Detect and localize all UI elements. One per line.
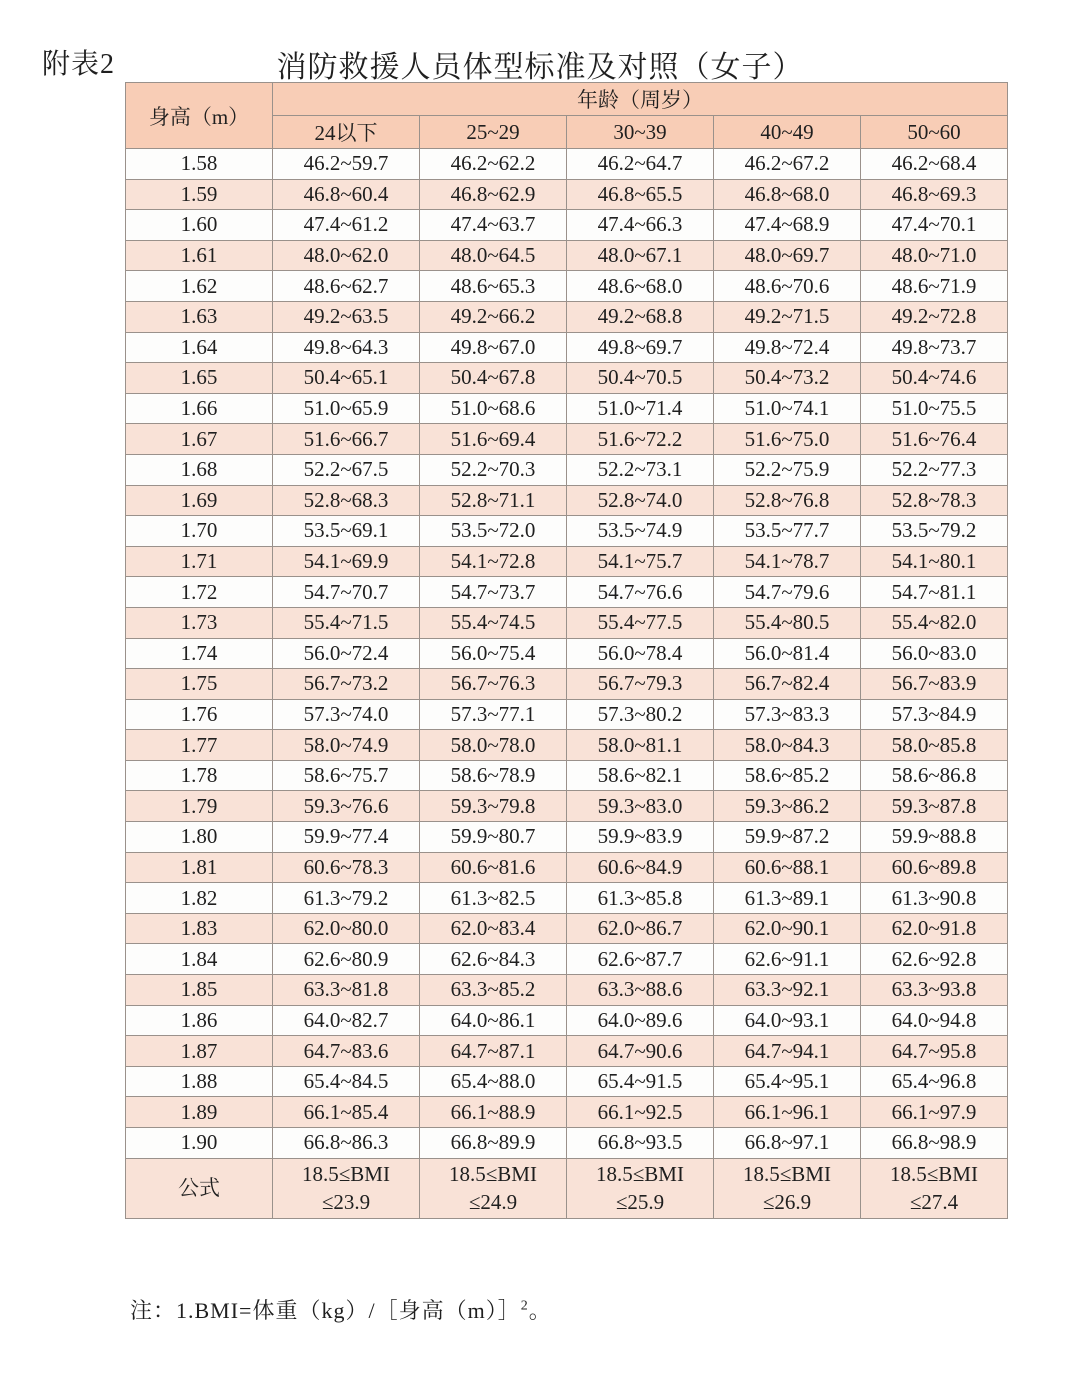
weight-range-cell: 55.4~77.5 — [567, 607, 714, 638]
weight-range-cell: 60.6~88.1 — [714, 852, 861, 883]
weight-range-cell: 59.9~77.4 — [273, 822, 420, 853]
weight-range-cell: 48.6~65.3 — [420, 271, 567, 302]
table-row — [126, 240, 1008, 271]
table-row — [126, 546, 1008, 577]
table-row — [126, 210, 1008, 241]
weight-range-cell: 53.5~69.1 — [273, 516, 420, 547]
height-cell: 1.58 — [126, 149, 273, 180]
weight-range-cell: 60.6~81.6 — [420, 852, 567, 883]
height-cell: 1.80 — [126, 822, 273, 853]
weight-range-cell: 47.4~68.9 — [714, 210, 861, 241]
height-cell: 1.87 — [126, 1036, 273, 1067]
footnote-superscript: 2 — [520, 1298, 529, 1314]
weight-range-cell: 59.3~79.8 — [420, 791, 567, 822]
weight-range-cell: 49.8~73.7 — [861, 332, 1008, 363]
table-row — [126, 332, 1008, 363]
table-row — [126, 822, 1008, 853]
height-cell: 1.64 — [126, 332, 273, 363]
weight-range-cell: 50.4~65.1 — [273, 363, 420, 394]
table-row — [126, 699, 1008, 730]
weight-range-cell: 61.3~85.8 — [567, 883, 714, 914]
weight-range-cell: 46.2~68.4 — [861, 149, 1008, 180]
height-cell: 1.66 — [126, 393, 273, 424]
weight-range-cell: 53.5~79.2 — [861, 516, 1008, 547]
weight-range-cell: 58.0~74.9 — [273, 730, 420, 761]
weight-range-cell: 58.6~85.2 — [714, 760, 861, 791]
bmi-formula-line: ≤25.9 — [615, 1190, 665, 1215]
weight-range-cell: 50.4~70.5 — [567, 363, 714, 394]
weight-range-cell: 58.0~78.0 — [420, 730, 567, 761]
document-header — [0, 0, 1080, 84]
footnote-text: 注：1.BMI=体重（kg）/［身高（m）］ — [130, 1298, 521, 1323]
header-row-age — [126, 83, 1008, 116]
weight-range-cell: 49.8~69.7 — [567, 332, 714, 363]
weight-range-cell: 63.3~85.2 — [420, 975, 567, 1006]
weight-range-cell: 66.1~92.5 — [567, 1097, 714, 1128]
age-group-header: 50~60 — [861, 116, 1008, 149]
weight-range-cell: 64.0~94.8 — [861, 1005, 1008, 1036]
table-row — [126, 149, 1008, 180]
weight-range-cell: 62.0~80.0 — [273, 913, 420, 944]
weight-range-cell: 49.2~66.2 — [420, 301, 567, 332]
weight-range-cell: 52.8~71.1 — [420, 485, 567, 516]
bmi-formula-line: 18.5≤BMI — [302, 1162, 390, 1187]
height-cell: 1.71 — [126, 546, 273, 577]
weight-range-cell: 55.4~82.0 — [861, 607, 1008, 638]
bmi-formula-cell — [273, 1158, 420, 1218]
bmi-formula-cell — [714, 1158, 861, 1218]
weight-range-cell: 64.0~82.7 — [273, 1005, 420, 1036]
page-title: 消防救援人员体型标准及对照（女子） — [276, 51, 804, 84]
weight-range-cell: 54.7~81.1 — [861, 577, 1008, 608]
weight-range-cell: 57.3~77.1 — [420, 699, 567, 730]
weight-range-cell: 49.8~72.4 — [714, 332, 861, 363]
formula-label-cell: 公式 — [126, 1158, 273, 1218]
weight-range-cell: 56.0~75.4 — [420, 638, 567, 669]
weight-range-cell: 52.2~67.5 — [273, 454, 420, 485]
table-row — [126, 301, 1008, 332]
weight-range-cell: 49.2~68.8 — [567, 301, 714, 332]
weight-range-cell: 49.8~64.3 — [273, 332, 420, 363]
weight-range-cell: 61.3~89.1 — [714, 883, 861, 914]
weight-range-cell: 62.0~83.4 — [420, 913, 567, 944]
height-cell: 1.75 — [126, 669, 273, 700]
weight-range-cell: 48.0~62.0 — [273, 240, 420, 271]
height-cell: 1.68 — [126, 454, 273, 485]
height-cell: 1.79 — [126, 791, 273, 822]
weight-range-cell: 51.0~65.9 — [273, 393, 420, 424]
weight-range-cell: 52.2~70.3 — [420, 454, 567, 485]
table-row — [126, 638, 1008, 669]
weight-range-cell: 62.6~92.8 — [861, 944, 1008, 975]
height-cell: 1.61 — [126, 240, 273, 271]
weight-range-cell: 54.1~69.9 — [273, 546, 420, 577]
weight-range-cell: 63.3~88.6 — [567, 975, 714, 1006]
height-cell: 1.74 — [126, 638, 273, 669]
table-row — [126, 393, 1008, 424]
weight-range-cell: 64.7~94.1 — [714, 1036, 861, 1067]
weight-range-cell: 59.3~86.2 — [714, 791, 861, 822]
weight-range-cell: 47.4~61.2 — [273, 210, 420, 241]
weight-range-cell: 53.5~74.9 — [567, 516, 714, 547]
height-cell: 1.77 — [126, 730, 273, 761]
weight-range-cell: 62.6~87.7 — [567, 944, 714, 975]
weight-range-cell: 65.4~88.0 — [420, 1066, 567, 1097]
weight-range-cell: 47.4~63.7 — [420, 210, 567, 241]
height-cell: 1.82 — [126, 883, 273, 914]
weight-range-cell: 46.8~60.4 — [273, 179, 420, 210]
weight-range-cell: 55.4~80.5 — [714, 607, 861, 638]
weight-range-cell: 50.4~73.2 — [714, 363, 861, 394]
weight-range-cell: 60.6~84.9 — [567, 852, 714, 883]
weight-range-cell: 59.3~87.8 — [861, 791, 1008, 822]
weight-range-cell: 52.8~68.3 — [273, 485, 420, 516]
weight-range-cell: 48.6~62.7 — [273, 271, 420, 302]
weight-range-cell: 64.7~90.6 — [567, 1036, 714, 1067]
bmi-formula-line: ≤27.4 — [909, 1190, 959, 1215]
weight-range-cell: 52.2~75.9 — [714, 454, 861, 485]
weight-range-cell: 46.8~69.3 — [861, 179, 1008, 210]
appendix-label: 附表2 — [42, 49, 116, 80]
weight-range-cell: 66.1~85.4 — [273, 1097, 420, 1128]
table-row — [126, 791, 1008, 822]
weight-range-cell: 58.0~84.3 — [714, 730, 861, 761]
weight-range-cell: 66.8~93.5 — [567, 1128, 714, 1159]
bmi-formula-line: ≤24.9 — [468, 1190, 518, 1215]
formula-row — [126, 1158, 1008, 1218]
weight-range-cell: 59.9~87.2 — [714, 822, 861, 853]
bmi-formula-line: ≤23.9 — [321, 1190, 371, 1215]
weight-range-cell: 51.6~75.0 — [714, 424, 861, 455]
height-cell: 1.78 — [126, 760, 273, 791]
weight-range-cell: 66.8~98.9 — [861, 1128, 1008, 1159]
table-row — [126, 1066, 1008, 1097]
height-cell: 1.81 — [126, 852, 273, 883]
height-cell: 1.59 — [126, 179, 273, 210]
weight-range-cell: 55.4~74.5 — [420, 607, 567, 638]
weight-range-cell: 60.6~78.3 — [273, 852, 420, 883]
table-row — [126, 516, 1008, 547]
weight-range-cell: 54.7~70.7 — [273, 577, 420, 608]
age-group-header: 40~49 — [714, 116, 861, 149]
weight-range-cell: 51.6~69.4 — [420, 424, 567, 455]
weight-range-cell: 56.0~78.4 — [567, 638, 714, 669]
bmi-formula-line: 18.5≤BMI — [449, 1162, 537, 1187]
weight-range-cell: 50.4~74.6 — [861, 363, 1008, 394]
weight-range-cell: 51.0~75.5 — [861, 393, 1008, 424]
height-cell: 1.90 — [126, 1128, 273, 1159]
weight-range-cell: 64.7~95.8 — [861, 1036, 1008, 1067]
weight-range-cell: 46.8~68.0 — [714, 179, 861, 210]
height-cell: 1.69 — [126, 485, 273, 516]
height-cell: 1.65 — [126, 363, 273, 394]
weight-range-cell: 47.4~66.3 — [567, 210, 714, 241]
weight-range-cell: 46.2~64.7 — [567, 149, 714, 180]
weight-range-cell: 48.6~68.0 — [567, 271, 714, 302]
weight-range-cell: 61.3~82.5 — [420, 883, 567, 914]
weight-range-cell: 52.8~76.8 — [714, 485, 861, 516]
weight-range-cell: 66.1~88.9 — [420, 1097, 567, 1128]
table-row — [126, 852, 1008, 883]
weight-range-cell: 58.6~75.7 — [273, 760, 420, 791]
table-row — [126, 607, 1008, 638]
table-row — [126, 454, 1008, 485]
bmi-formula-line: 18.5≤BMI — [890, 1162, 978, 1187]
height-cell: 1.60 — [126, 210, 273, 241]
age-group-header: 25~29 — [420, 116, 567, 149]
weight-range-cell: 62.0~86.7 — [567, 913, 714, 944]
weight-range-cell: 62.6~84.3 — [420, 944, 567, 975]
weight-range-cell: 65.4~91.5 — [567, 1066, 714, 1097]
weight-range-cell: 58.6~82.1 — [567, 760, 714, 791]
weight-range-cell: 64.0~89.6 — [567, 1005, 714, 1036]
weight-range-cell: 57.3~84.9 — [861, 699, 1008, 730]
weight-range-cell: 52.8~78.3 — [861, 485, 1008, 516]
age-column-header: 年龄（周岁） — [273, 83, 1008, 116]
weight-range-cell: 64.0~86.1 — [420, 1005, 567, 1036]
weight-range-cell: 54.1~75.7 — [567, 546, 714, 577]
weight-range-cell: 65.4~96.8 — [861, 1066, 1008, 1097]
bmi-formula-line: ≤26.9 — [762, 1190, 812, 1215]
weight-range-cell: 61.3~90.8 — [861, 883, 1008, 914]
table-row — [126, 760, 1008, 791]
weight-range-cell: 63.3~92.1 — [714, 975, 861, 1006]
weight-range-cell: 54.7~79.6 — [714, 577, 861, 608]
weight-range-cell: 49.8~67.0 — [420, 332, 567, 363]
weight-range-cell: 60.6~89.8 — [861, 852, 1008, 883]
weight-range-cell: 46.8~65.5 — [567, 179, 714, 210]
weight-range-cell: 51.6~72.2 — [567, 424, 714, 455]
weight-range-cell: 51.6~76.4 — [861, 424, 1008, 455]
height-cell: 1.76 — [126, 699, 273, 730]
table-body — [126, 149, 1008, 1219]
table-row — [126, 424, 1008, 455]
weight-range-cell: 58.0~81.1 — [567, 730, 714, 761]
table-row — [126, 669, 1008, 700]
weight-range-cell: 58.6~78.9 — [420, 760, 567, 791]
height-cell: 1.83 — [126, 913, 273, 944]
weight-range-cell: 57.3~80.2 — [567, 699, 714, 730]
footnote — [130, 1294, 552, 1325]
weight-range-cell: 59.3~76.6 — [273, 791, 420, 822]
weight-range-cell: 66.8~89.9 — [420, 1128, 567, 1159]
table-row — [126, 944, 1008, 975]
height-cell: 1.86 — [126, 1005, 273, 1036]
weight-range-cell: 64.7~87.1 — [420, 1036, 567, 1067]
weight-range-cell: 62.6~80.9 — [273, 944, 420, 975]
height-cell: 1.70 — [126, 516, 273, 547]
body-standards-table — [125, 82, 1008, 1219]
weight-range-cell: 63.3~93.8 — [861, 975, 1008, 1006]
bmi-formula-cell — [567, 1158, 714, 1218]
table-row — [126, 730, 1008, 761]
weight-range-cell: 46.2~62.2 — [420, 149, 567, 180]
table-row — [126, 485, 1008, 516]
table-row — [126, 1005, 1008, 1036]
weight-range-cell: 54.1~80.1 — [861, 546, 1008, 577]
weight-range-cell: 56.7~76.3 — [420, 669, 567, 700]
weight-range-cell: 59.9~83.9 — [567, 822, 714, 853]
weight-range-cell: 48.0~64.5 — [420, 240, 567, 271]
weight-range-cell: 48.6~70.6 — [714, 271, 861, 302]
height-cell: 1.63 — [126, 301, 273, 332]
weight-range-cell: 54.7~76.6 — [567, 577, 714, 608]
weight-range-cell: 55.4~71.5 — [273, 607, 420, 638]
bmi-formula-cell — [420, 1158, 567, 1218]
table-row — [126, 363, 1008, 394]
weight-range-cell: 52.2~77.3 — [861, 454, 1008, 485]
weight-range-cell: 51.0~71.4 — [567, 393, 714, 424]
table-header — [126, 83, 1008, 149]
weight-range-cell: 56.7~79.3 — [567, 669, 714, 700]
weight-range-cell: 58.6~86.8 — [861, 760, 1008, 791]
weight-range-cell: 56.0~83.0 — [861, 638, 1008, 669]
weight-range-cell: 48.0~67.1 — [567, 240, 714, 271]
weight-range-cell: 56.0~81.4 — [714, 638, 861, 669]
weight-range-cell: 66.1~97.9 — [861, 1097, 1008, 1128]
weight-range-cell: 62.0~90.1 — [714, 913, 861, 944]
weight-range-cell: 66.8~86.3 — [273, 1128, 420, 1159]
height-cell: 1.73 — [126, 607, 273, 638]
weight-range-cell: 51.6~66.7 — [273, 424, 420, 455]
weight-range-cell: 58.0~85.8 — [861, 730, 1008, 761]
table-row — [126, 271, 1008, 302]
footnote-period: 。 — [528, 1298, 552, 1323]
height-cell: 1.88 — [126, 1066, 273, 1097]
height-column-header: 身高（m） — [126, 83, 273, 149]
table-row — [126, 913, 1008, 944]
weight-range-cell: 52.2~73.1 — [567, 454, 714, 485]
weight-range-cell: 53.5~77.7 — [714, 516, 861, 547]
weight-range-cell: 62.0~91.8 — [861, 913, 1008, 944]
weight-range-cell: 66.8~97.1 — [714, 1128, 861, 1159]
weight-range-cell: 59.3~83.0 — [567, 791, 714, 822]
table-row — [126, 577, 1008, 608]
weight-range-cell: 49.2~71.5 — [714, 301, 861, 332]
height-cell: 1.89 — [126, 1097, 273, 1128]
weight-range-cell: 48.6~71.9 — [861, 271, 1008, 302]
weight-range-cell: 57.3~83.3 — [714, 699, 861, 730]
weight-range-cell: 51.0~74.1 — [714, 393, 861, 424]
weight-range-cell: 54.1~78.7 — [714, 546, 861, 577]
table-row — [126, 975, 1008, 1006]
table-row — [126, 1097, 1008, 1128]
weight-range-cell: 63.3~81.8 — [273, 975, 420, 1006]
bmi-formula-line: 18.5≤BMI — [596, 1162, 684, 1187]
weight-range-cell: 53.5~72.0 — [420, 516, 567, 547]
bmi-formula-line: 18.5≤BMI — [743, 1162, 831, 1187]
weight-range-cell: 47.4~70.1 — [861, 210, 1008, 241]
weight-range-cell: 52.8~74.0 — [567, 485, 714, 516]
weight-range-cell: 66.1~96.1 — [714, 1097, 861, 1128]
height-cell: 1.72 — [126, 577, 273, 608]
weight-range-cell: 46.2~67.2 — [714, 149, 861, 180]
weight-range-cell: 56.7~73.2 — [273, 669, 420, 700]
weight-range-cell: 51.0~68.6 — [420, 393, 567, 424]
table-row — [126, 179, 1008, 210]
table-row — [126, 1036, 1008, 1067]
weight-range-cell: 50.4~67.8 — [420, 363, 567, 394]
weight-range-cell: 46.2~59.7 — [273, 149, 420, 180]
weight-range-cell: 59.9~88.8 — [861, 822, 1008, 853]
weight-range-cell: 49.2~72.8 — [861, 301, 1008, 332]
table-row — [126, 1128, 1008, 1159]
bmi-formula-cell — [861, 1158, 1008, 1218]
weight-range-cell: 54.1~72.8 — [420, 546, 567, 577]
weight-range-cell: 54.7~73.7 — [420, 577, 567, 608]
weight-range-cell: 64.7~83.6 — [273, 1036, 420, 1067]
weight-range-cell: 62.6~91.1 — [714, 944, 861, 975]
height-cell: 1.62 — [126, 271, 273, 302]
height-cell: 1.84 — [126, 944, 273, 975]
weight-range-cell: 59.9~80.7 — [420, 822, 567, 853]
weight-range-cell: 46.8~62.9 — [420, 179, 567, 210]
weight-range-cell: 64.0~93.1 — [714, 1005, 861, 1036]
weight-range-cell: 65.4~95.1 — [714, 1066, 861, 1097]
table-row — [126, 883, 1008, 914]
weight-range-cell: 48.0~69.7 — [714, 240, 861, 271]
weight-range-cell: 65.4~84.5 — [273, 1066, 420, 1097]
weight-range-cell: 61.3~79.2 — [273, 883, 420, 914]
weight-range-cell: 56.0~72.4 — [273, 638, 420, 669]
age-group-header: 30~39 — [567, 116, 714, 149]
weight-range-cell: 56.7~83.9 — [861, 669, 1008, 700]
height-cell: 1.67 — [126, 424, 273, 455]
weight-range-cell: 49.2~63.5 — [273, 301, 420, 332]
weight-range-cell: 57.3~74.0 — [273, 699, 420, 730]
weight-range-cell: 56.7~82.4 — [714, 669, 861, 700]
age-group-header: 24以下 — [273, 116, 420, 149]
height-cell: 1.85 — [126, 975, 273, 1006]
weight-range-cell: 48.0~71.0 — [861, 240, 1008, 271]
